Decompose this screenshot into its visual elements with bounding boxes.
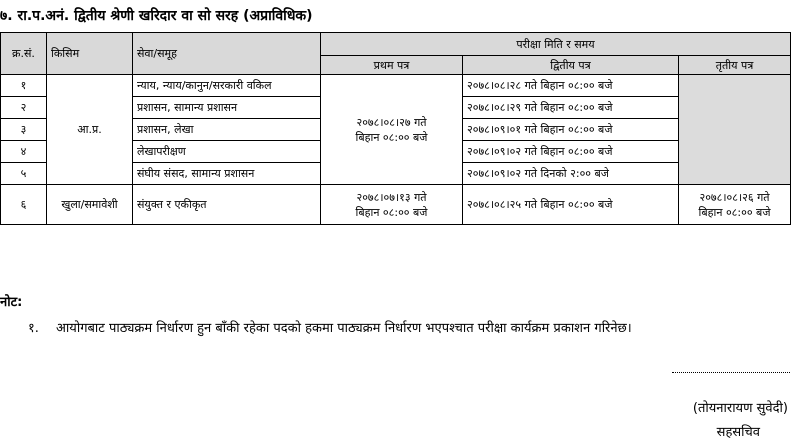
paper2-cell: २०७८।०८।२८ गते बिहान ०८:०० बजे bbox=[463, 75, 679, 97]
serial-cell: ३ bbox=[1, 119, 47, 141]
paper3-cell bbox=[679, 185, 791, 225]
header-paper2: द्वितीय पत्र bbox=[463, 56, 679, 75]
note-text: आयोगबाट पाठ्यक्रम निर्धारण हुन बाँकी रहेका पदको हकमा पाठ्यक्रम निर्धारण भएपश्चात परीक्षा कार्यक्रम प्रकाशन गरिनेछ। bbox=[56, 321, 632, 336]
header-serial: क्र.सं. bbox=[1, 33, 47, 75]
service-cell: प्रशासन, सामान्य प्रशासन bbox=[133, 97, 321, 119]
header-paper1: प्रथम पत्र bbox=[321, 56, 463, 75]
paper1-time: बिहान ०८:०० बजे bbox=[355, 130, 428, 144]
paper2-cell: २०७८।०९।०२ गते दिनको २:०० बजे bbox=[463, 163, 679, 185]
service-cell: प्रशासन, लेखा bbox=[133, 119, 321, 141]
paper2-cell: २०७८।०८।२९ गते बिहान ०८:०० बजे bbox=[463, 97, 679, 119]
service-cell: लेखापरीक्षण bbox=[133, 141, 321, 163]
serial-cell: ५ bbox=[1, 163, 47, 185]
header-exam-date-time: परीक्षा मिति र समय bbox=[321, 33, 791, 56]
type-cell: खुला/समावेशी bbox=[47, 185, 133, 225]
paper1-cell bbox=[321, 185, 463, 225]
table-row bbox=[1, 185, 791, 225]
serial-cell: २ bbox=[1, 97, 47, 119]
paper2-cell: २०७८।०९।०२ गते बिहान ०८:०० बजे bbox=[463, 141, 679, 163]
header-paper3: तृतीय पत्र bbox=[679, 56, 791, 75]
service-cell: संघीय संसद, सामान्य प्रशासन bbox=[133, 163, 321, 185]
section-heading: ७. रा.प.अनं. द्वितीय श्रेणी खरिदार वा सो सरह (अप्राविधिक) bbox=[0, 8, 313, 24]
paper3-date: २०७८।०८।२६ गते bbox=[699, 190, 770, 204]
paper1-cell bbox=[321, 75, 463, 185]
type-cell: आ.प्र. bbox=[47, 75, 133, 185]
header-type: किसिम bbox=[47, 33, 133, 75]
paper1-date: २०७८।०७।१३ गते bbox=[356, 190, 427, 204]
paper2-cell: २०७८।०८।२५ गते बिहान ०८:०० बजे bbox=[463, 185, 679, 225]
signatory-title: सहसचिव bbox=[716, 425, 760, 440]
table-row bbox=[1, 75, 791, 97]
serial-cell: ४ bbox=[1, 141, 47, 163]
note-item bbox=[28, 318, 632, 336]
paper1-date: २०७८।०८।२७ गते bbox=[356, 115, 427, 129]
paper3-empty-cell bbox=[679, 75, 791, 185]
note-label: नोट: bbox=[0, 295, 23, 310]
service-cell: संयुक्त र एकीकृत bbox=[133, 185, 321, 225]
header-service: सेवा/समूह bbox=[133, 33, 321, 75]
signature-line bbox=[672, 372, 790, 373]
signatory-name: (तोयनारायण सुवेदी) bbox=[692, 401, 788, 416]
paper3-time: बिहान ०८:०० बजे bbox=[698, 205, 771, 219]
paper1-time: बिहान ०८:०० बजे bbox=[355, 205, 428, 219]
serial-cell: १ bbox=[1, 75, 47, 97]
note-number: १. bbox=[28, 321, 39, 336]
paper2-cell: २०७८।०९।०१ गते बिहान ०८:०० बजे bbox=[463, 119, 679, 141]
exam-schedule-table bbox=[0, 32, 791, 225]
service-cell: न्याय, न्याय/कानुन/सरकारी वकिल bbox=[133, 75, 321, 97]
serial-cell: ६ bbox=[1, 185, 47, 225]
